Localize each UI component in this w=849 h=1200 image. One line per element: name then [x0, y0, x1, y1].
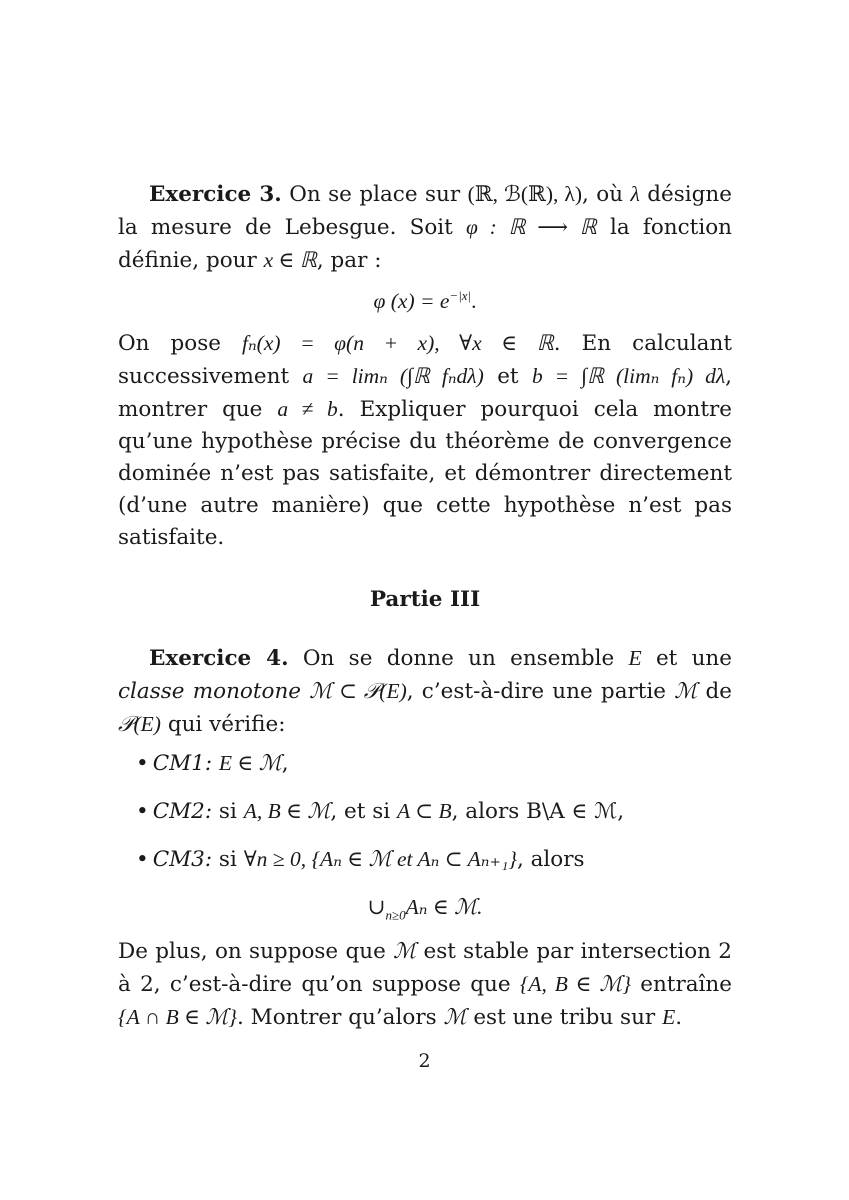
item-tag: CM1:: [152, 751, 213, 776]
text: , montrer que: [118, 364, 733, 422]
bullet-icon: •: [136, 847, 149, 872]
text: qui vérifie:: [167, 712, 286, 737]
text: et une: [655, 646, 733, 671]
exercise-3-question: [118, 327, 732, 554]
text: , où: [581, 182, 624, 207]
exercise-4-statement: [118, 642, 732, 741]
math-x-in-r: x ∈ ℝ: [263, 248, 317, 272]
item-tag: CM3:: [152, 847, 213, 872]
text: est une tribu sur: [473, 1005, 656, 1030]
math-measure-space: (ℝ, ℬ(ℝ), λ): [467, 182, 582, 206]
math-power-set: 𝒫(E): [118, 712, 161, 736]
math-a-neq-b: a ≠ b: [277, 397, 338, 421]
item-math: A ⊂ B: [396, 799, 452, 823]
text: désigne la mesure de Lebesgue. Soit: [118, 182, 732, 240]
union-symbol: ∪: [367, 895, 386, 919]
text: . Montrer qu’alors: [237, 1005, 437, 1030]
math-set-1: {A, B ∈ ℳ}: [519, 972, 631, 996]
math-e: E: [628, 646, 642, 670]
math-fn-definition: fₙ(x) = φ(n + x), ∀x ∈ ℝ: [241, 331, 554, 355]
text: est stable par intersection 2 à 2, c’est-à-dire qu’on suppose que: [118, 939, 732, 997]
math-set-2: {A ∩ B ∈ ℳ}: [118, 1005, 238, 1029]
math-a-definition: a = limₙ (∫ℝ fₙdλ): [302, 364, 484, 388]
math-m: ℳ: [674, 679, 698, 703]
list-item: [136, 747, 732, 780]
text: , par :: [316, 248, 382, 273]
text: la fonction définie, pour: [118, 215, 732, 273]
union-subscript: n≥0: [385, 907, 406, 923]
union-tail: Aₙ ∈ ℳ.: [405, 895, 483, 919]
text: . Expliquer pourquoi cela montre qu’une hypothèse précise du théorème de convergence dominée n’est pas satisfaite, et démontrer directement (d’une autre manière) que cette hypothèse n’est pas satisfaite.: [118, 397, 732, 550]
math-phi-map: φ : ℝ ⟶ ℝ: [465, 215, 597, 239]
math-m-subset: ℳ ⊂ 𝒫(E): [309, 679, 407, 703]
exercise-3-label: Exercice 3.: [149, 182, 282, 207]
exercise-4-question: [118, 935, 732, 1034]
bullet-icon: •: [136, 751, 149, 776]
text: et: [497, 364, 519, 389]
text: On pose: [118, 331, 221, 356]
item-text: , alors: [516, 847, 585, 872]
text: , c’est-à-dire une partie: [406, 679, 667, 704]
term-classe-monotone: classe monotone: [118, 679, 302, 704]
text: De plus, on suppose que: [118, 939, 386, 964]
math-b-definition: b = ∫ℝ (limₙ fₙ) dλ: [531, 364, 726, 388]
item-text: ,: [281, 751, 289, 776]
item-math: A, B ∈ ℳ: [243, 799, 331, 823]
text: de: [705, 679, 732, 704]
formula-exponent: −|x|: [449, 287, 472, 303]
item-math: E ∈ ℳ: [218, 751, 282, 775]
item-tag: CM2:: [152, 799, 213, 824]
item-text: si: [218, 799, 237, 824]
item-text: , et si: [330, 799, 391, 824]
section-heading: Partie III: [369, 587, 481, 612]
math-e: E: [662, 1005, 676, 1029]
item-math: ∀n ≥ 0, {Aₙ ∈ ℳ et Aₙ ⊂ Aₙ₊₁}: [243, 847, 517, 871]
display-formula-union: [118, 891, 732, 923]
math-m: ℳ: [393, 939, 417, 963]
formula-end: .: [471, 289, 477, 313]
axiom-list: [136, 747, 732, 876]
text: . En calculant successivement: [118, 331, 732, 389]
exercise-4-label: Exercice 4.: [149, 646, 289, 671]
page-content: [118, 178, 732, 1034]
formula-base: φ (x) = e: [373, 289, 450, 313]
item-text: si: [218, 847, 237, 872]
text: On se place sur: [289, 182, 461, 207]
math-lambda: λ: [630, 182, 640, 206]
item-text: , alors B\A ∈ ℳ,: [451, 799, 625, 824]
text: .: [675, 1005, 683, 1030]
text: On se donne un ensemble: [302, 646, 615, 671]
display-formula-phi: [118, 285, 732, 317]
list-item: [136, 795, 732, 828]
math-m: ℳ: [443, 1005, 467, 1029]
bullet-icon: •: [136, 799, 149, 824]
page-number: 2: [418, 1050, 431, 1072]
exercise-3-statement: [118, 178, 732, 277]
list-item: [136, 843, 732, 876]
text: entraîne: [640, 972, 732, 997]
